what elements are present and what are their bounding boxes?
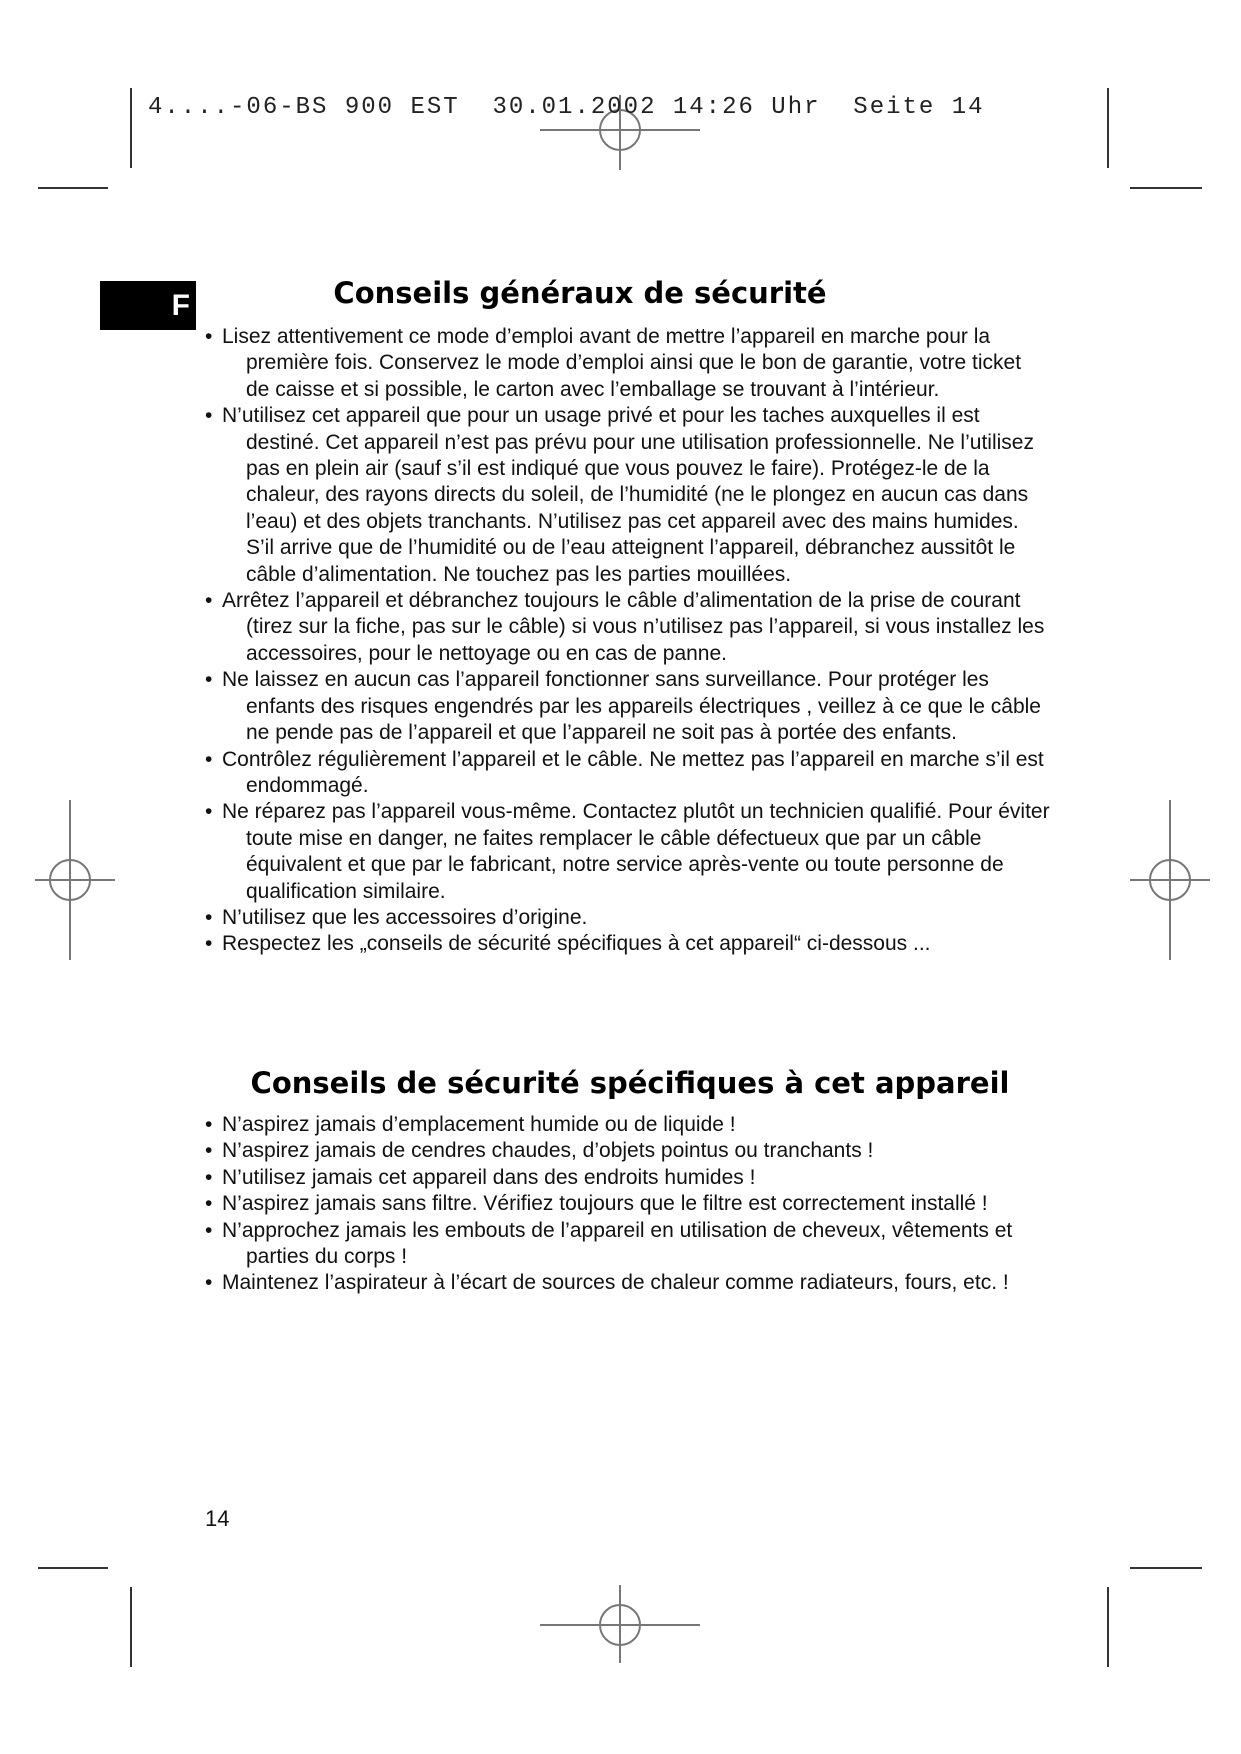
list-item: • N’aspirez jamais sans filtre. Vérifiez toujours que le filtre est correctement installé ! bbox=[205, 1191, 1050, 1217]
page-number: 14 bbox=[205, 1506, 230, 1531]
crop-mark-bottom-right-vertical bbox=[1107, 1587, 1109, 1667]
bullet-icon: • bbox=[205, 668, 213, 692]
crop-mark-top-left-horizontal bbox=[38, 187, 108, 189]
general-safety-list bbox=[205, 324, 1050, 958]
list-item: • N’aspirez jamais de cendres chaudes, d’objets pointus ou tranchants ! bbox=[205, 1138, 1050, 1164]
specific-safety-list bbox=[205, 1112, 1050, 1297]
list-item: • Contrôlez régulièrement l’appareil et le câble. Ne mettez pas l’appareil en marche s’il est endommagé. bbox=[205, 747, 1044, 797]
bullet-icon: • bbox=[205, 589, 213, 613]
list-item: • Arrêtez l’appareil et débranchez toujours le câble d’alimentation de la prise de courant (tirez sur la fiche, pas sur le câble) si vous n’utilisez pas l’appareil, si vous installez les accessoires, pour le nettoyage ou en cas de panne. bbox=[205, 589, 1045, 665]
list-item: • Ne laissez en aucun cas l’appareil fonctionner sans surveillance. Pour protéger les enfants des risques engendrés par les appareils électriques , veillez à ce que le câble ne pende pas de l’appareil et que l’appareil ne soit pas à portée des enfants. bbox=[205, 668, 1041, 745]
bullet-icon: • bbox=[205, 800, 213, 824]
list-item: • Lisez attentivement ce mode d’emploi avant de mettre l’appareil en marche pour la première fois. Conservez le mode d’emploi ainsi que le bon de garantie, votre ticket de caisse et si possible, le carton avec l’emballage se trouvant à l’intérieur. bbox=[205, 325, 1022, 401]
list-item: • N’approchez jamais les embouts de l’appareil en utilisation de cheveux, vêtements et parties du corps ! bbox=[205, 1218, 1013, 1269]
bullet-icon: • bbox=[205, 747, 213, 771]
list-item: • N’aspirez jamais d’emplacement humide ou de liquide ! bbox=[205, 1112, 1050, 1138]
registration-mark-left-icon bbox=[35, 800, 115, 960]
crop-mark-bottom-right-horizontal bbox=[1130, 1567, 1202, 1569]
registration-mark-right-icon bbox=[1130, 800, 1210, 960]
bullet-icon: • bbox=[205, 1139, 213, 1163]
list-item: • N’utilisez jamais cet appareil dans des endroits humides ! bbox=[205, 1165, 1050, 1191]
print-slug-header: 4....-06-BS 900 EST 30.01.2002 14:26 Uhr Seite 14 bbox=[148, 94, 985, 121]
section-title-general-safety: Conseils généraux de sécurité bbox=[333, 276, 827, 310]
list-item: • N’utilisez que les accessoires d’origine. bbox=[205, 905, 1050, 931]
list-item: • Maintenez l’aspirateur à l’écart de sources de chaleur comme radiateurs, fours, etc. ! bbox=[205, 1270, 1050, 1296]
crop-mark-bottom-left-vertical bbox=[130, 1587, 132, 1667]
language-tab: F bbox=[100, 281, 196, 330]
bullet-icon: • bbox=[205, 1113, 213, 1136]
bullet-icon: • bbox=[205, 404, 213, 428]
bullet-icon: • bbox=[205, 1271, 213, 1295]
list-item: • N’utilisez cet appareil que pour un usage privé et pour les taches auxquelles il est destiné. Cet appareil n’est pas prévu pour une utilisation professionnelle. Ne l’utilisez pas en plein air (sauf s’il est indiqué que vous pouvez le faire). Protégez-le de la chaleur, des rayons directs du soleil, de l’humidité (ne le plongez en aucun cas dans l’eau) et des objets tranchants. N’utilisez pas cet appareil avec des mains humides. S’il arrive que de l’humidité ou de l’eau atteignent l’appareil, débranchez aussitôt le câble d’alimentation. Ne touchez pas les parties mouillées. bbox=[205, 404, 1034, 586]
bullet-icon: • bbox=[205, 325, 213, 348]
bullet-icon: • bbox=[205, 1165, 213, 1189]
list-item: • Respectez les „conseils de sécurité spécifiques à cet appareil“ ci-dessous ... bbox=[205, 931, 1050, 957]
bullet-icon: • bbox=[205, 1192, 213, 1216]
list-item: • Ne réparez pas l’appareil vous-même. Contactez plutôt un technicien qualifié. Pour éviter toute mise en danger, ne faites remplacer le câble défectueux que par un câble équivalent et que par le fabricant, notre service après-vente ou toute personne de qualification similaire. bbox=[205, 800, 1050, 903]
crop-mark-bottom-left-horizontal bbox=[38, 1567, 108, 1569]
crop-mark-top-right-vertical bbox=[1107, 88, 1109, 168]
registration-mark-bottom-icon bbox=[540, 1585, 700, 1665]
crop-mark-top-right-horizontal bbox=[1130, 187, 1202, 189]
bullet-icon: • bbox=[205, 905, 213, 929]
bullet-icon: • bbox=[205, 932, 213, 956]
section-title-specific-safety: Conseils de sécurité spécifiques à cet appareil bbox=[250, 1066, 1010, 1100]
crop-mark-top-left-vertical bbox=[130, 88, 132, 168]
bullet-icon: • bbox=[205, 1218, 213, 1242]
